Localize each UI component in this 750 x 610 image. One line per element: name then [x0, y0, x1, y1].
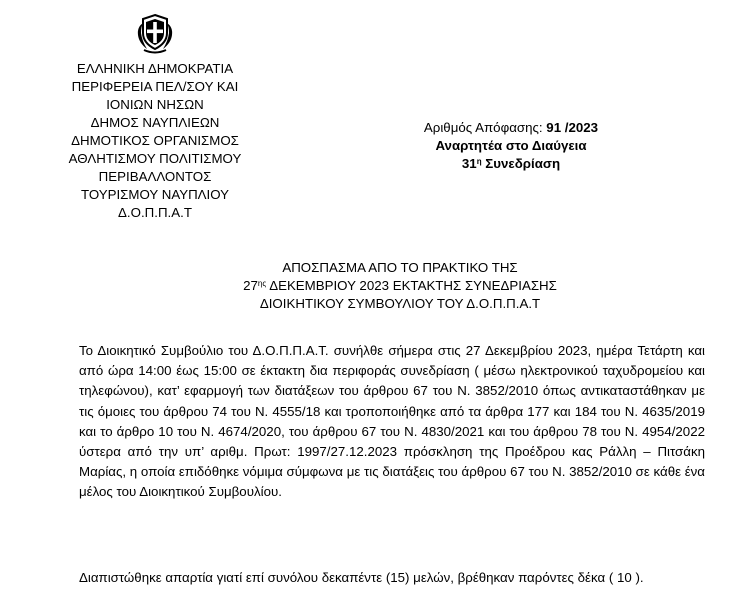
- issuer-line: ΙΟΝΙΩΝ ΝΗΣΩΝ: [106, 97, 204, 112]
- session-number: [380, 155, 642, 173]
- excerpt-date-rest: ΔΕΚΕΜΒΡΙΟΥ 2023 ΕΚΤΑΚΤΗΣ ΣΥΝΕΔΡΙΑΣΗΣ: [269, 278, 557, 293]
- decision-number-value: 91 /2023: [546, 120, 599, 135]
- decision-info: [380, 119, 642, 173]
- excerpt-day: 27: [243, 278, 258, 293]
- issuer-line: Δ.Ο.Π.Π.Α.Τ: [118, 205, 192, 220]
- decision-number: [380, 119, 642, 137]
- diavgeia-posting-note: Αναρτητέα στο Διαύγεια: [435, 138, 587, 153]
- issuer-line: ΑΘΛΗΤΙΣΜΟΥ ΠΟΛΙΤΙΣΜΟΥ: [68, 151, 242, 166]
- quorum-paragraph: Διαπιστώθηκε απαρτία γιατί επί συνόλου δεκαπέντε (15) μελών, βρέθηκαν παρόντες δέκα ( 10 ).: [79, 570, 644, 585]
- issuer-line: ΠΕΡΙΦΕΡΕΙΑ ΠΕΛ/ΣΟΥ ΚΑΙ: [71, 79, 239, 94]
- excerpt-line-3: ΔΙΟΙΚΗΤΙΚΟΥ ΣΥΜΒΟΥΛΙΟΥ ΤΟΥ Δ.Ο.Π.Π.Α.Τ: [259, 296, 541, 311]
- excerpt-title: [130, 259, 670, 313]
- issuer-line: ΔΗΜΟΤΙΚΟΣ ΟΡΓΑΝΙΣΜΟΣ: [71, 133, 239, 148]
- excerpt-day-suffix: ης: [257, 279, 267, 288]
- minutes-paragraph: Το Διοικητικό Συμβούλιο του Δ.Ο.Π.Π.Α.Τ. συνήλθε σήμερα στις 27 Δεκεμβρίου 2023, ημέρα Τετάρτη και από ώρα 14:00 έως 15:00 σε έκτακτη δια περιφοράς συνεδρίαση ( μέσω ηλεκτρονικού ταχυδρομείου και τηλεφώνου), κατ’ εφαρμογή των διατάξεων του άρθρου 67 του Ν. 3852/2010 όπως αντικαταστάθηκαν με τις όμοιες του άρθρου 74 του Ν. 4555/18 και τροποποιήθηκε από τα άρθρα 177 και 184 του Ν. 4635/2019 και το άρθρο 10 του Ν. 4674/2020, του άρθρου 67 του Ν. 4830/2021 και του άρθρου 78 του Ν. 4954/2022 ύστερα από την υπ’ αριθμ. Πρωτ: 1997/27.12.2023 πρόσκληση της Προέδρου κας Ράλλη – Πιτσάκη Μαρίας, η οποία επιδόθηκε νόμιμα σύμφωνα με τις διατάξεις του άρθρου 67 του Ν. 3852/2010 σε κάθε ένα μέλος του Διοικητικού Συμβουλίου.: [79, 343, 705, 500]
- decision-number-label: Αριθμός Απόφασης:: [423, 120, 543, 135]
- session-ordinal: 31: [461, 156, 477, 171]
- excerpt-line-2: [130, 277, 670, 295]
- issuer-line: ΤΟΥΡΙΣΜΟΥ ΝΑΥΠΛΙΟΥ: [80, 187, 230, 202]
- issuer-line: ΕΛΛΗΝΙΚΗ ΔΗΜΟΚΡΑΤΙΑ: [76, 61, 234, 76]
- session-ordinal-suffix: η: [476, 157, 482, 166]
- issuer-line: ΠΕΡΙΒΑΛΛΟΝΤΟΣ: [98, 169, 212, 184]
- greek-coat-of-arms-icon: [131, 9, 179, 57]
- excerpt-line-1: ΑΠΟΣΠΑΣΜΑ ΑΠΟ ΤΟ ΠΡΑΚΤΙΚΟ ΤΗΣ: [282, 260, 518, 275]
- issuer-block: [30, 60, 280, 222]
- session-label: Συνεδρίαση: [485, 156, 561, 171]
- issuer-line: ΔΗΜΟΣ ΝΑΥΠΛΙΕΩΝ: [90, 115, 220, 130]
